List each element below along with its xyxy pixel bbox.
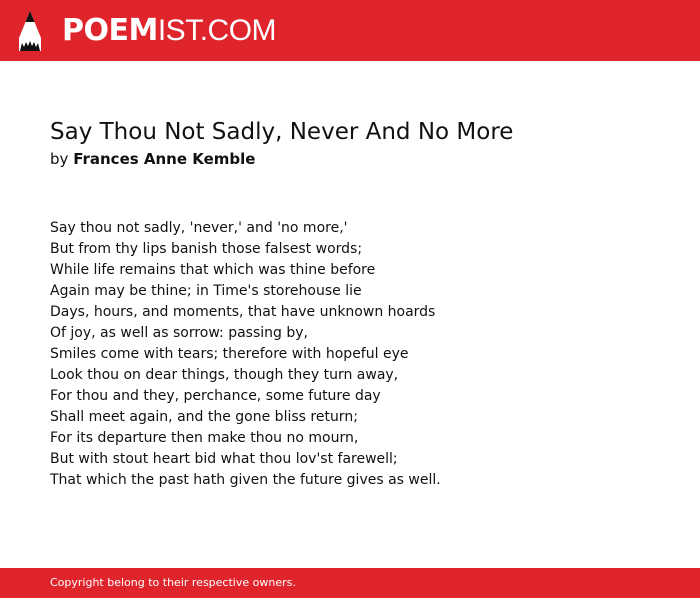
author-name: Frances Anne Kemble bbox=[73, 150, 256, 168]
site-logo[interactable] bbox=[62, 12, 276, 50]
poem-line: Smiles come with tears; therefore with hopeful eye bbox=[50, 346, 409, 362]
poem-line: Again may be thine; in Time's storehouse lie bbox=[50, 283, 362, 299]
poem-body bbox=[50, 218, 441, 491]
poem-line: For its departure then make thou no mourn, bbox=[50, 430, 359, 446]
poem-line: That which the past hath given the future gives as well. bbox=[50, 472, 441, 488]
by-label: by bbox=[50, 150, 69, 168]
poem-line: While life remains that which was thine before bbox=[50, 262, 376, 278]
poem-line: Look thou on dear things, though they turn away, bbox=[50, 367, 399, 383]
poem-line: Of joy, as well as sorrow: passing by, bbox=[50, 325, 308, 341]
poem-line: For thou and they, perchance, some future day bbox=[50, 388, 381, 404]
poem-title: Say Thou Not Sadly, Never And No More bbox=[50, 119, 514, 145]
poem-line: But from thy lips banish those falsest words; bbox=[50, 241, 363, 257]
logo-bold-text: POEM bbox=[62, 13, 158, 48]
copyright-notice: Copyright belong to their respective owners. bbox=[50, 576, 296, 589]
site-footer bbox=[0, 568, 700, 598]
poem-line: But with stout heart bid what thou lov'st farewell; bbox=[50, 451, 398, 467]
byline bbox=[50, 148, 255, 170]
poem-line: Shall meet again, and the gone bliss return; bbox=[50, 409, 358, 425]
pencil-tip-icon bbox=[18, 10, 42, 52]
poem-line: Days, hours, and moments, that have unknown hoards bbox=[50, 304, 436, 320]
site-header bbox=[0, 0, 700, 61]
poem-line: Say thou not sadly, 'never,' and 'no more,' bbox=[50, 220, 348, 236]
logo-light-text: IST.COM bbox=[157, 14, 277, 47]
